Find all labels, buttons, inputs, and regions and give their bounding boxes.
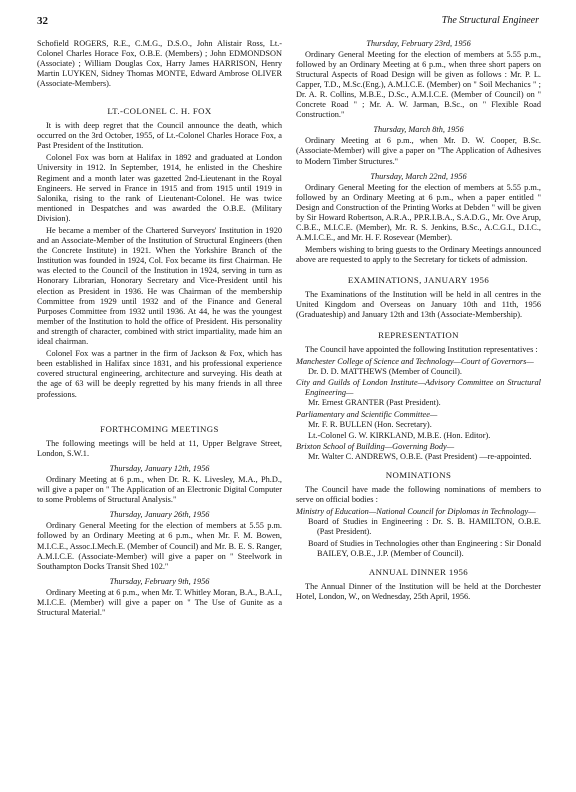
- obituary-paragraph-1: It is with deep regret that the Council announce the death, which occurred on the 3rd October, 1955, of Lt.-Colonel Charles Horace Fox, a Past President of the Institution.: [37, 120, 282, 150]
- obituary-paragraph-4: Colonel Fox was a partner in the firm of Jackson & Fox, which has been established in Halifax since 1831, and his professional experience covered structural engineering, architecture and surveying. His death at the age of 63 will be deeply regretted by his many friends in all three professions.: [37, 349, 282, 399]
- obituary-paragraph-3: He became a member of the Chartered Surveyors' Institution in 1920 and an Associate-Member of the Institution of Structural Engineers (then the Concrete Institute) in 1921. When the Yorkshire Branch of the Institution was founded in 1924, Col. Fox became its first Chairman. He was elected to the Council of the Institution in 1924, serving in turn as Honorary Librarian, Honorary Secretary and Vice-President until his election as President in 1936. He was Chairman of the membership Committee from 1929 until 1932 and of the Finance and General Purposes Committee from 1932 until 1936. At 44, he was the youngest member of the Institution to hold the office of President. His personality and strength of character, combined with strict impartiality, made him an ideal chairman.: [37, 226, 282, 346]
- meeting-date: Thursday, March 22nd, 1956: [370, 171, 467, 181]
- meeting-date: Thursday, January 26th, 1956: [109, 510, 210, 520]
- representative-name: Mr. Ernest GRANTER (Past President).: [308, 398, 441, 408]
- guests-note: Members wishing to bring guests to the Ordinary Meetings announced above are requested to apply to the Secretary for tickets of admission.: [296, 245, 541, 265]
- obituary-heading: LT.-COLONEL C. H. FOX: [107, 105, 212, 116]
- examinations-paragraph: The Examinations of the Institution will be held in all centres in the United Kingdom and Overseas on January 10th and 11th, 1956 (Graduateship) and January 12th and 13th (Associate-Membership).: [296, 290, 541, 320]
- meeting-description: Ordinary Meeting at 6 p.m., when Mr. D. W. Cooper, B.Sc. (Associate-Member) will give a paper on "The Application of Adhesives to Modern Timber Structures.": [296, 136, 541, 166]
- representation-heading: REPRESENTATION: [378, 329, 459, 340]
- representative-name: Mr. F. R. BULLEN (Hon. Secretary).: [308, 419, 432, 429]
- representative-name: Mr. Walter C. ANDREWS, O.B.E. (Past President) —re-appointed.: [308, 451, 532, 461]
- nominations-intro: The Council have made the following nominations of members to serve on official bodies :: [296, 484, 541, 504]
- meetings-heading: FORTHCOMING MEETINGS: [100, 424, 219, 435]
- representation-body: Manchester College of Science and Technology—Court of Governors—: [296, 357, 534, 367]
- meeting-description: Ordinary Meeting at 6 p.m., when Dr. R. K. Livesley, M.A., Ph.D., will give a paper on " The Application of an Electronic Digital Computer to some Problems of Structural Analysis.": [37, 475, 282, 505]
- page-number: 32: [37, 15, 48, 27]
- examinations-heading: EXAMINATIONS, JANUARY 1956: [347, 274, 490, 285]
- representation-intro: The Council have appointed the following Institution representatives :: [305, 344, 538, 354]
- meeting-date: Thursday, February 9th, 1956: [109, 576, 210, 586]
- meeting-description: Ordinary General Meeting for the election of members at 5.55 p.m., followed by an Ordinary Meeting at 6 p.m., when three short papers on Structural Aspects of Road Design will be given as follows : Mr. P. L. Capper, T.D., M.Sc.(Eng.), A.M.I.C.E. (Member) on " Soil Mechanics " ; Dr. A. R. Collins, M.B.E., D.Sc., A.M.I.C.E. (Member of Council) on " Concrete Road " ; Mr. A. W. Jarman, B.Sc., on " Flexible Road Construction.": [296, 50, 541, 120]
- meeting-description: Ordinary Meeting at 6 p.m., when Mr. T. Whitley Moran, B.A., B.A.I., M.I.C.E. (Member) will give a paper on " The Use of Gunite as a Structural Material.": [37, 587, 282, 617]
- nomination-item: Board of Studies in Engineering : Dr. S. B. HAMILTON, O.B.E. (Past President).: [308, 517, 541, 537]
- meeting-description: Ordinary General Meeting for the election of members at 5.55 p.m., followed by an Ordinary Meeting at 6 p.m., when a paper entitled " Design and Construction of the Printing Works at Debden " will be given by Sir Howard Robertson, A.R.A., PP.R.I.B.A., S.A.D.G., Mr. Ove Arup, C.B.E., M.I.C.E. (Member), Mr. R. S. Jenkins, B.Sc., A.C.G.I., D.I.C., A.M.I.C.E., and Mr. H. F. Rosevear (Member).: [296, 182, 541, 242]
- meeting-date: Thursday, January 12th, 1956: [109, 464, 210, 474]
- representative-name: Lt.-Colonel G. W. KIRKLAND, M.B.E. (Hon. Editor).: [308, 430, 491, 440]
- meeting-date: Thursday, March 8th, 1956: [373, 125, 464, 135]
- left-column: [37, 39, 282, 620]
- running-header: The Structural Engineer: [441, 15, 539, 26]
- representative-name: Dr. D. D. MATTHEWS (Member of Council).: [308, 367, 462, 377]
- obituary-paragraph-2: Colonel Fox was born at Halifax in 1892 and graduated at London University in 1912. In September, 1914, he enlisted in the Cheshire Regiment and a month later was gazetted 2nd-Lieutenant in the Royal Engineers. He served in France in 1915 and from 1915 until 1919 in Salonika, rising to the rank of Lieutenant-Colonel. He was twice mentioned in Despatches and was awarded the O.B.E. (Military Division).: [37, 153, 282, 223]
- meeting-date: Thursday, February 23rd, 1956: [366, 39, 471, 48]
- representation-body: City and Guilds of London Institute—Advisory Committee on Structural Engineering—: [296, 378, 541, 398]
- meetings-intro: The following meetings will be held at 11, Upper Belgrave Street, London, S.W.1.: [37, 439, 282, 459]
- representation-body: Brixton School of Building—Governing Body—: [296, 441, 455, 451]
- nomination-body: Ministry of Education—National Council for Diplomas in Technology—: [296, 507, 536, 517]
- members-list-paragraph: Schofield ROGERS, R.E., C.M.G., D.S.O., John Alistair Ross, Lt.-Colonel Charles Horace Fox, O.B.E. (Members) ; John EDMONDSON (Associate) ; William Douglas Cox, Harry James HARRISON, Henry Martin LUYKEN, Sidney Thomas MONTE, Edward Ambrose OLIVER (Associate-Members).: [37, 39, 282, 89]
- nomination-item: Board of Studies in Technologies other than Engineering : Sir Donald BAILEY, O.B.E., J.P. (Member of Council).: [308, 538, 541, 558]
- right-column: [296, 39, 541, 604]
- representation-body: Parliamentary and Scientific Committee—: [296, 409, 438, 419]
- meeting-description: Ordinary General Meeting for the election of members at 5.55 p.m. followed by an Ordinary Meeting at 6 p.m., when Mr. F. M. Bowen, M.I.C.E., Assoc.I.Mech.E. (Member of Council) and Mr. B. E. S. Ranger, A.M.I.C.E. (Associate-Member) will give a paper on " Steelwork in Southampton Docks Transit Shed 102.": [37, 521, 282, 571]
- nominations-heading: NOMINATIONS: [385, 469, 452, 480]
- annual-dinner-paragraph: The Annual Dinner of the Institution will be held at the Dorchester Hotel, London, W., on Wednesday, 25th April, 1956.: [296, 581, 541, 601]
- annual-dinner-heading: ANNUAL DINNER 1956: [368, 566, 469, 577]
